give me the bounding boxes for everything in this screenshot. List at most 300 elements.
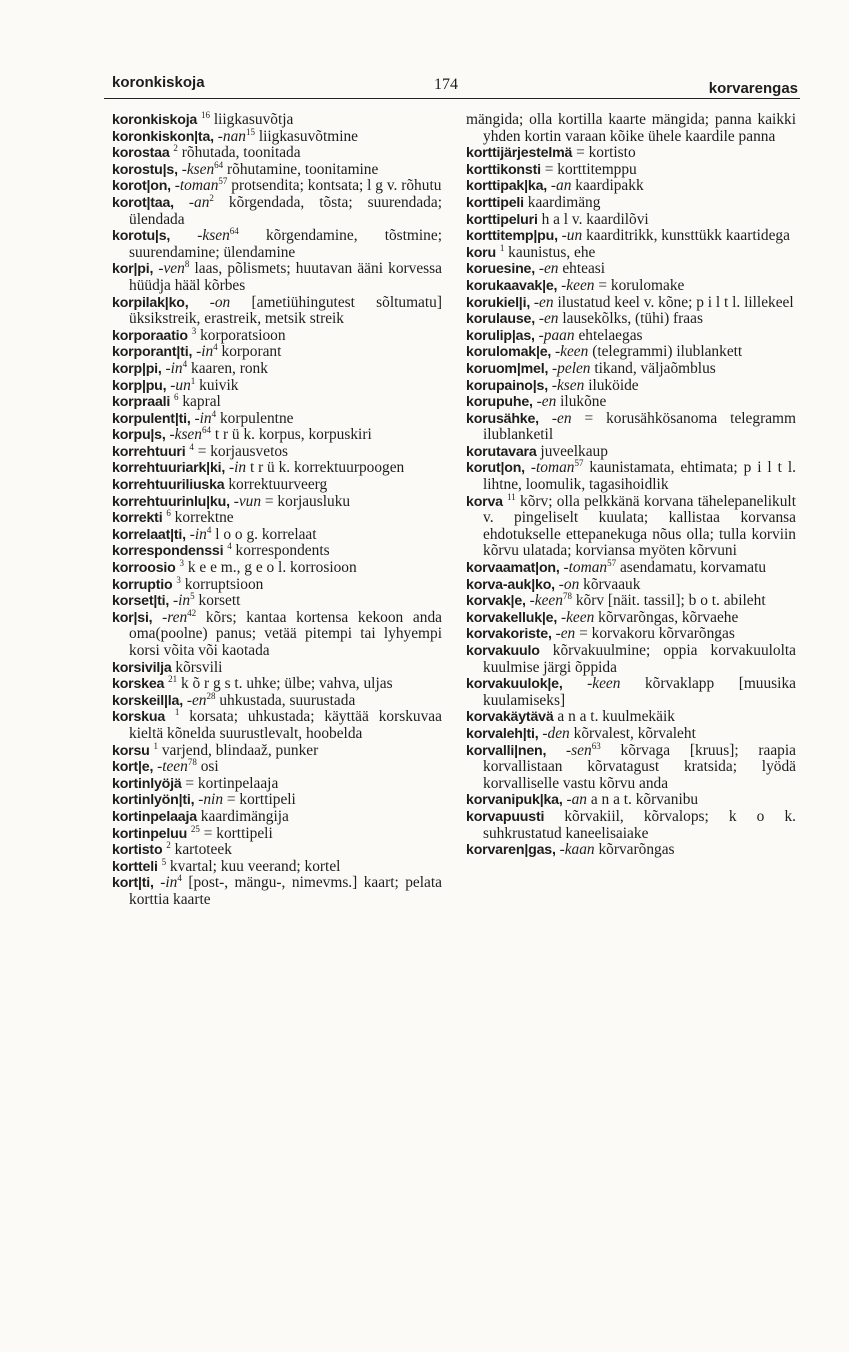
definition: korrektne [174, 509, 234, 527]
headword: korskeil|la, [112, 692, 183, 709]
inflection-class-number: 57 [218, 176, 228, 187]
inflection-class-number: 4 [227, 541, 232, 552]
definition: mängida; olla kortilla kaarte mängida; panna kaikki yhden kortin varaan kõike ühele kaardile panna [466, 111, 796, 145]
dictionary-entry [466, 809, 796, 842]
inflection-class-number: 8 [184, 259, 190, 270]
inflection-class-number: 63 [591, 740, 601, 751]
inflection-ending: -ksen [551, 376, 585, 394]
headword: korvaren|gas, [466, 842, 556, 859]
definition: kõrvarõngas [598, 841, 675, 859]
definition: kõrvarõngas, kõrvaehe [598, 608, 739, 626]
inflection-class-number: 57 [607, 558, 617, 569]
headword: korporant|ti, [112, 344, 193, 361]
dictionary-entry [466, 228, 796, 245]
dictionary-entry [112, 524, 442, 544]
dictionary-entry [112, 261, 442, 294]
inflection-class-number: 5 [161, 856, 167, 867]
inflection-class-number: 42 [187, 607, 197, 618]
dictionary-entry [112, 792, 442, 809]
definition: rõhutamine, toonitamine [227, 160, 379, 178]
definition: = kortinpelaaja [185, 774, 279, 792]
headword: korotu|s, [112, 228, 171, 245]
definition: kuivik [199, 376, 239, 394]
headword: kortteli [112, 858, 158, 875]
headword: korulause, [466, 311, 535, 328]
definition: kõrv [näit. tassil]; b o t. abileht [575, 592, 766, 610]
inflection-class-number: 1 [174, 707, 180, 718]
inflection-class-number: 3 [179, 558, 184, 569]
dictionary-entry [466, 740, 796, 793]
definition: = korttipeli [226, 791, 296, 809]
definition: kaardimäng [527, 193, 601, 211]
definition: = kortisto [576, 144, 636, 162]
headword: korrehtuuriark|ki, [112, 460, 226, 477]
headword: korttipak|ka, [466, 178, 548, 195]
definition: protsendita; kontsata; l g v. rõhutu [231, 177, 442, 195]
headword: korp|pu, [112, 377, 167, 394]
headword: korulip|as, [466, 327, 535, 344]
dictionary-entry [466, 643, 796, 676]
definition: varjend, blindaaž, punker [161, 741, 319, 759]
inflection-ending: -kaan [559, 841, 595, 859]
headword: korvakoriste, [466, 626, 552, 643]
dictionary-entry [112, 375, 442, 395]
inflection-class-number: 4 [182, 358, 188, 369]
inflection-class-number: 64 [229, 226, 239, 237]
inflection-class-number: 57 [574, 458, 584, 469]
definition: = korttitemppu [544, 160, 637, 178]
inflection-ending: -an [566, 791, 587, 809]
inflection-ending: -in [196, 343, 214, 361]
inflection-class-number: 4 [177, 873, 182, 884]
definition: t r ü k. korrektuurpoogen [249, 459, 405, 477]
inflection-ending: -keen [529, 592, 563, 610]
headword: koruesine, [466, 261, 535, 278]
headword: korttitemp|pu, [466, 228, 558, 245]
inflection-ending: -en [555, 625, 576, 643]
dictionary-entry [466, 178, 796, 195]
definition: kõrvaklapp [muusika kuulamiseks] [483, 675, 796, 709]
definition: liigkasuvõtmine [258, 127, 359, 145]
definition: = korjausvetos [197, 442, 289, 460]
inflection-class-number: 11 [507, 491, 516, 502]
dictionary-entry [466, 112, 796, 145]
dictionary-entry [112, 759, 442, 776]
headword: korrespondenssi [112, 543, 224, 560]
dictionary-entry [112, 427, 442, 444]
inflection-class-number: 6 [174, 392, 179, 403]
dictionary-entry [466, 328, 796, 345]
headword: korrelaat|ti, [112, 526, 186, 543]
definition: tikand, väljaõmblus [594, 359, 716, 377]
headword: korukaavak|e, [466, 277, 558, 294]
inflection-ending: -en [533, 293, 554, 311]
dictionary-entry [112, 325, 442, 345]
definition: kõrgendada, tõsta; suurendada; ülendada [129, 193, 442, 228]
dictionary-entry [112, 823, 442, 843]
inflection-ending: -en [538, 310, 559, 328]
definition: kaunistamata, ehtimata; p i l t l. lihtne, loomulik, tagasihoidlik [483, 459, 796, 494]
headword: korukiel|i, [466, 294, 531, 311]
definition: korsett [198, 592, 241, 610]
headword: kor|si, [112, 609, 153, 626]
headword: korulomak|e, [466, 344, 552, 361]
headword: korrehtuurinlu|ku, [112, 493, 230, 510]
headword: korrehtuuriliuska [112, 477, 225, 494]
right-column [466, 112, 796, 859]
inflection-ending: -an [550, 177, 572, 195]
headword: korpilak|ko, [112, 294, 189, 311]
definition: liigkasuvõtja [213, 111, 294, 128]
headword: korva [466, 493, 503, 510]
dictionary-entry [466, 726, 796, 743]
dictionary-entry [466, 394, 796, 411]
headword: korupuhe, [466, 394, 533, 411]
definition: kaunistus, ehe [508, 243, 596, 261]
inflection-ending: -nin [198, 791, 224, 809]
dictionary-entry [112, 192, 442, 228]
definition: korpulentne [219, 409, 294, 427]
headword: korvaleh|ti, [466, 725, 539, 742]
definition: = korusähkösanoma telegramm ilublanketil [483, 409, 796, 444]
inflection-ending: -en [186, 691, 207, 709]
headword: kortisto [112, 842, 163, 859]
headword: korset|ti, [112, 593, 170, 610]
dictionary-entry [466, 145, 796, 162]
inflection-ending: -sen [566, 741, 592, 759]
definition: k e e m., g e o l. korrosioon [187, 559, 357, 577]
inflection-class-number: 1 [153, 740, 158, 751]
inflection-ending: -in [194, 409, 212, 427]
headword: korostaa [112, 145, 170, 162]
dictionary-entry [466, 411, 796, 444]
headword: kort|e, [112, 759, 154, 776]
headword: koruom|mel, [466, 360, 549, 377]
inflection-ending: -ven [158, 260, 185, 278]
dictionary-entry [112, 344, 442, 361]
dictionary-entry [112, 776, 442, 793]
inflection-ending: -toman [530, 459, 575, 477]
inflection-class-number: 5 [190, 591, 195, 602]
dictionary-entry [466, 676, 796, 709]
inflection-class-number: 4 [213, 342, 218, 353]
inflection-class-number: 15 [245, 126, 255, 137]
inflection-ending: -in [165, 359, 183, 377]
dictionary-entry [466, 626, 796, 643]
dictionary-entry [112, 358, 442, 378]
headword: korvanipuk|ka, [466, 792, 563, 809]
definition: kõrvakiil, kõrvalops; k o k. suhkrustatud kaneelisaiake [483, 807, 796, 842]
inflection-class-number: 4 [189, 441, 194, 452]
headword: korvak|e, [466, 593, 526, 610]
definition: kõrvaga [kruus]; raapia korvallistaan kõrvatagust kratsida; lyödä korvalliselle vastu kõrvu anda [483, 741, 796, 792]
headword: korttipeli [466, 194, 524, 211]
dictionary-entry [466, 242, 796, 262]
definition: = korvakoru kõrvarõngas [579, 625, 735, 643]
definition: osi [200, 758, 219, 776]
definition: korrespondents [235, 542, 330, 560]
inflection-class-number: 16 [200, 110, 210, 120]
inflection-class-number: 3 [191, 325, 197, 336]
headword: korttipeluri [466, 211, 538, 228]
headword: korvalli|nen, [466, 742, 547, 759]
inflection-class-number: 25 [190, 823, 200, 834]
inflection-ending: -in [160, 874, 178, 892]
dictionary-entry [112, 676, 442, 693]
definition: kaardimängija [200, 807, 289, 825]
definition: kõrvaauk [583, 575, 641, 593]
dictionary-entry [112, 690, 442, 710]
dictionary-entry [112, 574, 442, 594]
headword: korttikonsti [466, 161, 541, 178]
dictionary-entry [466, 162, 796, 179]
inflection-ending: -an [188, 193, 210, 211]
dictionary-entry [466, 212, 796, 229]
dictionary-entry [112, 709, 442, 742]
headword: koru [466, 244, 496, 261]
definition: kõrv; olla pelkkänä korvana tähelepanelikult v. pingeliselt kuulata; kallistaa korvansa ehdotukselle ettepanekuga nõus olla; tulla korviin kõrvu ulatada; korviansa myöten kõrvuni [483, 492, 796, 560]
dictionary-entry [112, 875, 442, 908]
inflection-ending: -on [558, 575, 580, 593]
header-guide-word-left: koronkiskoja [112, 74, 205, 91]
dictionary-entry [466, 295, 796, 312]
inflection-ending: -keen [561, 276, 595, 294]
inflection-class-number: 3 [176, 574, 181, 585]
headword: korvakelluk|e, [466, 609, 558, 626]
dictionary-entry [466, 709, 796, 726]
headword: korrekti [112, 510, 163, 527]
dictionary-entry [112, 295, 442, 328]
headword: korroosio [112, 560, 176, 577]
inflection-ending: -toman [174, 177, 219, 195]
inflection-class-number: 64 [214, 159, 224, 170]
definition: (telegrammi) ilublankett [592, 343, 743, 361]
headword: korskua [112, 709, 166, 726]
dictionary-entry [112, 145, 442, 162]
inflection-ending: -in [189, 525, 207, 543]
inflection-ending: -toman [563, 559, 608, 577]
inflection-ending: -en [551, 409, 572, 427]
headword: kortinpeluu [112, 825, 188, 842]
inflection-ending: -pelen [552, 359, 591, 377]
inflection-class-number: 4 [206, 524, 212, 535]
headword: kortinpelaaja [112, 808, 197, 825]
dictionary-entry [466, 560, 796, 577]
inflection-ending: -teen [157, 758, 188, 776]
definition: a n a t. kõrvanibu [590, 791, 699, 809]
inflection-class-number: 1 [499, 242, 505, 253]
inflection-class-number: 64 [201, 425, 211, 436]
inflection-class-number: 2 [209, 192, 214, 203]
dictionary-entry [466, 311, 796, 328]
dictionary-entry [112, 607, 442, 660]
dictionary-entry [466, 378, 796, 395]
dictionary-entry [466, 593, 796, 610]
inflection-class-number: 28 [206, 690, 216, 701]
headword: korot|taa, [112, 194, 174, 211]
headword: korp|pi, [112, 360, 162, 377]
definition: korporant [221, 343, 282, 361]
inflection-class-number: 2 [166, 840, 171, 851]
definition: [post-, mängu-, nimevms.] kaart; pelata korttia kaarte [129, 874, 442, 908]
inflection-ending: -keen [555, 343, 589, 361]
dictionary-entry [466, 278, 796, 295]
headword: korvakäytävä [466, 709, 554, 726]
dictionary-entry [112, 408, 442, 428]
inflection-ending: -un [561, 227, 583, 245]
definition: kvartal; kuu veerand; kortel [169, 857, 341, 875]
definition: h a l v. kaardilõvi [541, 210, 649, 228]
definition: asendamatu, korvamatu [619, 559, 767, 577]
definition: juveelkaup [540, 442, 608, 460]
definition: ehtelaegas [578, 326, 643, 344]
definition: kõrs; kantaa kortensa kekoon anda oma(poolne) panus; vetää pitempi tai lyhyempi korsi võita või kaotada [129, 608, 442, 659]
headword: korostu|s, [112, 161, 178, 178]
definition: kaardipakk [575, 177, 644, 195]
definition: kõrsvili [175, 658, 223, 676]
definition: a n a t. kuulmekäik [557, 708, 675, 726]
definition: [ametiühingutest sõltumatu] üksikstreik, erastreik, metsik streik [129, 293, 442, 328]
definition: kõrvalest, kõrvaleht [573, 724, 696, 742]
definition: l o o g. korrelaat [215, 525, 317, 543]
inflection-ending: -in [228, 459, 247, 477]
inflection-class-number: 21 [168, 674, 178, 685]
left-column [112, 112, 442, 909]
headword: korpu|s, [112, 427, 166, 444]
definition: ilustatud keel v. kõne; p i l t l. lillekeel [557, 293, 794, 311]
inflection-ending: -on [209, 293, 231, 311]
definition: iluköide [588, 376, 639, 394]
dictionary-entry [112, 593, 442, 610]
dictionary-entry [466, 792, 796, 809]
inflection-ending: -en [538, 260, 559, 278]
definition: = korulomake [598, 276, 685, 294]
headword: korot|on, [112, 178, 171, 195]
page-header [104, 68, 800, 98]
dictionary-entry [466, 577, 796, 594]
headword: korut|on, [466, 460, 525, 477]
dictionary-entry [112, 112, 442, 129]
headword: korttijärjestelmä [466, 145, 573, 162]
inflection-ending: -keen [560, 608, 595, 626]
inflection-ending: -keen [587, 675, 621, 693]
definition: ehteasi [562, 260, 606, 278]
dictionary-entry [466, 842, 796, 859]
inflection-class-number: 78 [562, 591, 572, 602]
header-guide-word-right: korvarengas [708, 80, 798, 97]
inflection-class-number: 1 [190, 375, 196, 386]
inflection-ending: -in [173, 592, 191, 610]
definition: kartoteek [174, 841, 232, 859]
inflection-class-number: 2 [173, 143, 178, 154]
dictionary-entry [112, 740, 442, 760]
dictionary-entry [112, 856, 442, 876]
inflection-ending: -ksen [197, 227, 230, 245]
definition: uhkustada, suurustada [219, 691, 356, 709]
inflection-ending: -un [170, 376, 191, 394]
definition: kõrgendamine, tõstmine; suurendamine; ülendamine [129, 227, 442, 261]
dictionary-entry [112, 809, 442, 826]
dictionary-entry [112, 660, 442, 677]
headword: korusähke, [466, 410, 539, 427]
definition: rõhutada, toonitada [181, 144, 301, 162]
definition: kaarditrikk, kunsttükk kaartidega [586, 227, 790, 245]
definition: kaaren, ronk [191, 359, 268, 377]
definition: kõrvakuulmine; oppia korvakuulolta kuulmise järgi õppida [483, 642, 796, 676]
headword: kort|ti, [112, 875, 154, 892]
inflection-ending: -vun [233, 492, 262, 510]
definition: = korjausluku [264, 492, 351, 510]
definition: lausekõlks, (tühi) fraas [562, 310, 703, 328]
dictionary-entry [112, 178, 442, 195]
dictionary-entry [466, 195, 796, 212]
headword: korsu [112, 742, 150, 759]
headword: korvakuulo [466, 643, 540, 659]
headword: koronkiskoja [112, 112, 198, 128]
dictionary-entry [112, 159, 442, 179]
header-rule [104, 98, 800, 99]
inflection-ending: -den [542, 724, 570, 742]
headword: korpulent|ti, [112, 410, 191, 427]
headword: korvapuusti [466, 808, 545, 825]
definition: k õ r g s t. uhke; ülbe; vahva, uljas [180, 675, 393, 693]
dictionary-entry [466, 361, 796, 378]
headword: korva-auk|ko, [466, 576, 555, 593]
headword: koronkiskon|ta, [112, 128, 214, 145]
headword: korupaino|s, [466, 377, 548, 394]
dictionary-entry [466, 460, 796, 493]
dictionary-entry [112, 494, 442, 511]
dictionary-entry [112, 441, 442, 461]
dictionary-entry [112, 543, 442, 560]
inflection-ending: -ren [162, 608, 188, 626]
definition: korruptsioon [184, 575, 264, 593]
headword: korvakuulok|e, [466, 676, 563, 693]
headword: korporaatio [112, 327, 188, 344]
dictionary-entry [112, 460, 442, 477]
inflection-class-number: 6 [166, 508, 171, 519]
definition: t r ü k. korpus, korpuskiri [214, 426, 372, 444]
inflection-class-number: 78 [187, 757, 197, 768]
definition: = korttipeli [203, 824, 273, 842]
page-number: 174 [434, 76, 458, 93]
inflection-ending: -ksen [169, 426, 202, 444]
headword: kortinlyöjä [112, 775, 182, 792]
headword: korvaamat|on, [466, 560, 560, 577]
definition: laas, põlismets; huutavan ääni korvessa hüüdja hääl kõrbes [129, 260, 442, 294]
dictionary-entry [466, 444, 796, 461]
dictionary-entry [112, 560, 442, 577]
dictionary-entry [466, 491, 796, 560]
headword: kor|pi, [112, 261, 154, 278]
headword: korsivilja [112, 659, 172, 676]
dictionary-entry [112, 477, 442, 494]
definition: korporatsioon [200, 326, 286, 344]
inflection-ending: -ksen [181, 160, 215, 178]
headword: kortinlyön|ti, [112, 792, 195, 809]
dictionary-entry [112, 228, 442, 261]
headword: korruptio [112, 576, 173, 593]
inflection-ending: -en [536, 393, 557, 411]
headword: korpraali [112, 394, 171, 411]
inflection-ending: -nan [217, 127, 246, 145]
dictionary-entry [112, 126, 442, 146]
definition: korsata; uhkustada; käyttää korskuvaa kieltä kõnelda suurustlevalt, hoobelda [129, 708, 442, 742]
inflection-class-number: 4 [211, 408, 217, 419]
headword: korskea [112, 676, 165, 693]
inflection-ending: -paan [538, 326, 575, 344]
headword: korutavara [466, 443, 537, 460]
